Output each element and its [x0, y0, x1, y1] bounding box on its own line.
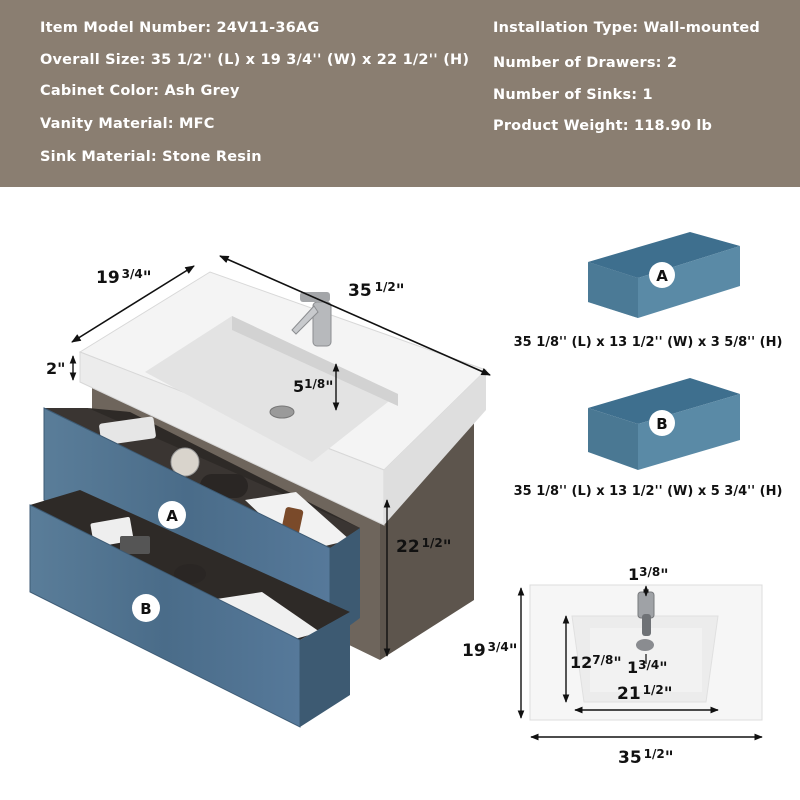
basin-depth-label: $5^{1/8}$" — [293, 377, 334, 396]
top-basin-depth-label: $12^{7/8}$" — [570, 653, 622, 672]
drain — [270, 406, 294, 418]
drawer-b-label: B — [140, 600, 152, 618]
faucet-offset-label: $1^{3/8}$" — [628, 565, 669, 584]
drain-offset-label: $1^{3/4}$" — [627, 658, 668, 677]
spec-number-of-sinks: Number of Sinks: 1 — [493, 87, 653, 103]
spec-installation-type: Installation Type: Wall-mounted — [493, 20, 760, 36]
length-dimension-label: 35 $^{1/2}$" — [348, 280, 405, 301]
vanity-illustration — [30, 272, 486, 727]
drawer-a-size: 35 1/8'' (L) x 13 1/2'' (W) x 3 5/8'' (H) — [513, 335, 783, 350]
width-dimension-label: 19 $^{3/4}$" — [96, 267, 152, 288]
drain-top-icon — [636, 639, 654, 651]
spec-cabinet-color: Cabinet Color: Ash Grey — [40, 83, 240, 99]
spec-model-number: Item Model Number: 24V11-36AG — [40, 20, 320, 36]
top-basin-length-label: 21 $^{1/2}$" — [617, 683, 673, 704]
spec-number-of-drawers: Number of Drawers: 2 — [493, 55, 678, 71]
drawer-b-size: 35 1/8'' (L) x 13 1/2'' (W) x 5 3/4'' (H) — [513, 484, 783, 499]
drawer-a-box-label: A — [656, 267, 668, 285]
top-length-label: 35 $^{1/2}$" — [618, 747, 674, 768]
spec-overall-size: Overall Size: 35 1/2'' (L) x 19 3/4'' (W) x 22 1/2'' (H) — [40, 52, 470, 68]
height-dimension-label: 22 $^{1/2}$" — [396, 536, 452, 557]
spec-vanity-material: Vanity Material: MFC — [40, 116, 215, 132]
drawer-a-label: A — [166, 507, 178, 525]
spec-sink-material: Sink Material: Stone Resin — [40, 149, 262, 165]
top-depth-label: 19 $^{3/4}$" — [462, 640, 518, 661]
top-thickness-label: 2" — [46, 359, 66, 378]
drawer-b-box-label: B — [656, 415, 668, 433]
spec-product-weight: Product Weight: 118.90 lb — [493, 118, 713, 134]
sink-top-view — [530, 585, 762, 720]
